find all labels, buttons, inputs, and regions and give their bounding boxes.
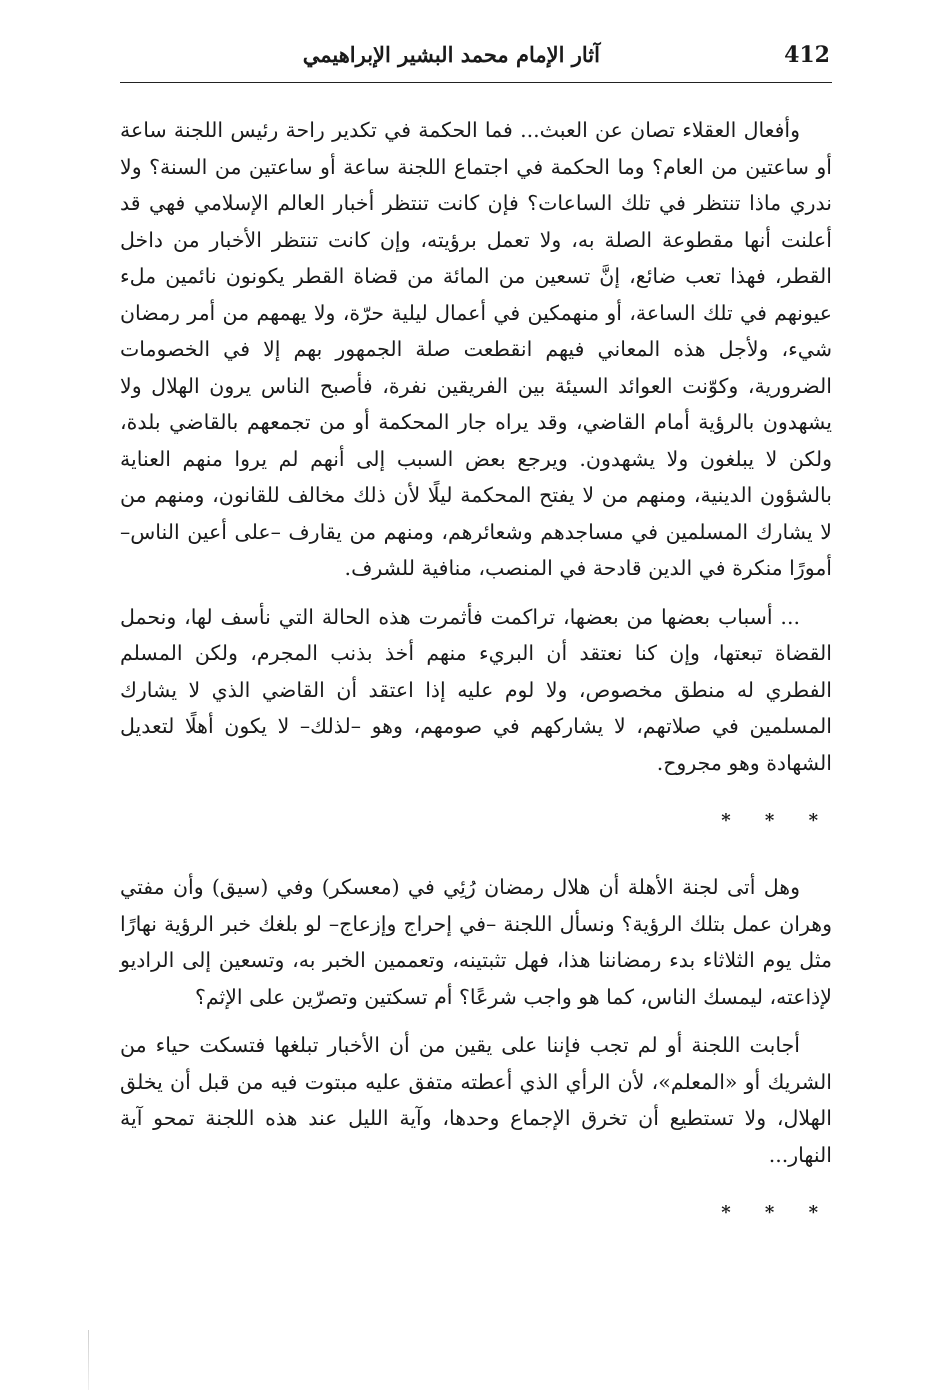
paragraph: أجابت اللجنة أو لم تجب فإننا على يقين من أن الأخبار تبلغها فتسكت حياء من الشريك أو «المعلم»، لأن الرأي الذي أعطته متفق عليه مبتوت فيه من قبل أن يخلق الهلال، ولا تستطيع أن تخرق الإجماع وحدها، وآية الليل عند هذه اللجنة تمحو آية النهار... [120, 1033, 832, 1167]
header-rule [120, 82, 832, 83]
body-text [120, 112, 832, 1261]
paragraph: وهل أتى لجنة الأهلة أن هلال رمضان رُئِي في (معسكر) وفي (سيق) وأن مفتي وهران عمل بتلك الرؤية؟ ونسأل اللجنة –في إحراج وإزعاج– لو بلغك خبر الرؤية نهارًا مثل يوم الثلاثاء بدء رمضاننا هذا، فهل تثبتينه، وتعممين الخبر به، وتسعين إلى الراديو لإذاعته، ليمسك الناس، كما هو واجب شرعًا؟ أم تسكتين وتصرّين على الإثم؟ [120, 875, 832, 1009]
scan-margin-mark [88, 1330, 89, 1390]
section-separator: * * * [721, 1202, 832, 1223]
paragraph: وأفعال العقلاء تصان عن العبث... فما الحكمة في تكدير راحة رئيس اللجنة ساعة أو ساعتين من العام؟ وما الحكمة في اجتماع اللجنة ساعة أو ساعتين من السنة؟ ولا ندري ماذا تنتظر في تلك الساعات؟ فإن كانت تنتظر أخبار العالم الإسلامي فهي قد أعلنت أنها مقطوعة الصلة به، ولا تعمل برؤيته، وإن كانت تنتظر الأخبار من داخل القطر، فهذا تعب ضائع، إنَّ تسعين من المائة من قضاة القطر يكونون نائمين ملء عيونهم في تلك الساعة، أو منهمكين في أعمال ليلية حرّة، ولا يهمهم من أمر رمضان شيء، ولأجل هذه المعاني فيهم انقطعت صلة الجمهور بهم إلا في الخصومات الضرورية، وكوّنت العوائد السيئة بين الفريقين نفرة، فأصبح الناس يرون الهلال ولا يشهدون بالرؤية أمام القاضي، وقد يراه جار المحكمة أو من تجمعهم بالقاضي بلدة، ولكن لا يبلغون ولا يشهدون. ويرجع بعض السبب إلى أنهم لم يروا منهم العناية بالشؤون الدينية، ومنهم من لا يفتح المحكمة ليلًا لأن ذلك مخالف للقانون، ومنهم من لا يشارك المسلمين في مساجدهم وشعائرهم، ومنهم من يقارف –على أعين الناس– أمورًا منكرة في الدين قادحة في المنصب، منافية للشرف. [120, 118, 832, 580]
paragraph: ... أسباب بعضها من بعضها، تراكمت فأثمرت هذه الحالة التي نأسف لها، ونحمل القضاة تبعتها، وإن كنا نعتقد أن البريء منهم أخذ بذنب المجرم، ولكن المسلم الفطري له منطق مخصوص، ولا لوم عليه إذا اعتقد أن القاضي الذي لا يشارك المسلمين في صلاتهم، لا يشاركهم في صومهم، وهو –لذلك– لا يكون أهلًا لتعديل الشهادة وهو مجروح. [120, 604, 832, 775]
running-title: آثار الإمام محمد البشير الإبراهيمي [302, 42, 600, 67]
page-header [120, 38, 830, 82]
page-number: 412 [784, 42, 830, 68]
section-separator: * * * [721, 810, 832, 831]
